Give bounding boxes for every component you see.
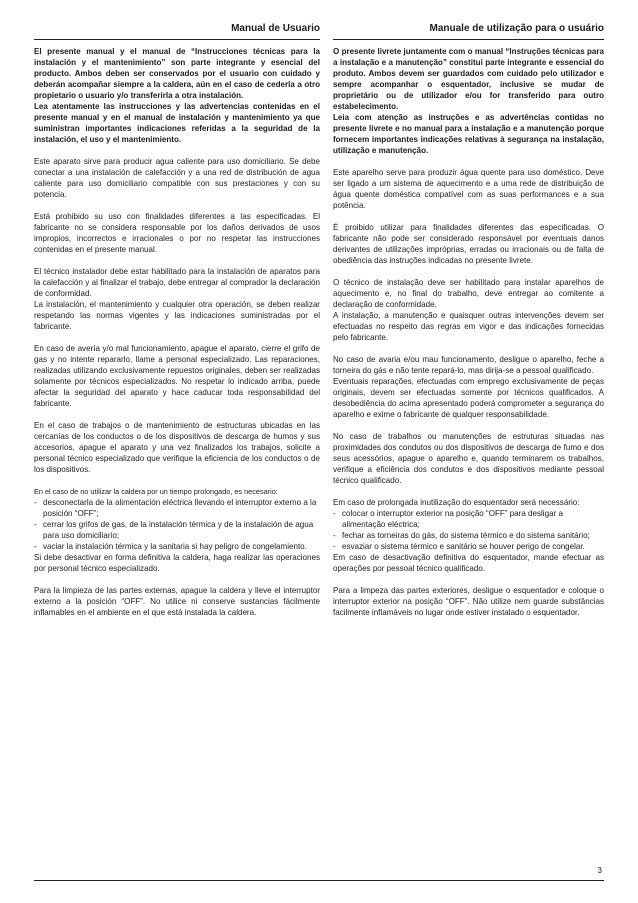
list-item: - cerrar los grifos de gas, de la instalación térmica y de la instalación de agua para uso domiciliario; (34, 519, 320, 541)
warning-paragraph: Lea atentamente las instrucciones y las advertencias contenidas en el presente manual y en el manual de instalación y mantenimiento ya que suministran importantes indicaciones referidas a la seguridad de la instalación, el uso y el mantenimiento. (34, 102, 320, 144)
spanish-column (34, 46, 320, 629)
header-rule-right (333, 39, 604, 40)
inactivity-list (34, 497, 320, 552)
inactivity-heading: Em caso de prolongada inutilização do esquentador será necessário: (333, 498, 580, 507)
header-title-spanish: Manual de Usuario (231, 23, 320, 34)
list-item: - esvaziar o sistema térmico e sanitário se houver perigo de congelar. (333, 541, 604, 552)
deactivation-paragraph: Em caso de desactivação definitiva do esquentador, mande efectuar as operações por pessoal técnico qualificado. (333, 553, 604, 573)
portuguese-column (333, 46, 604, 629)
header-rule-left (34, 39, 320, 40)
purpose-paragraph: Este aparelho serve para produzir água quente para uso doméstico. Deve ser ligado a um sistema de aquecimento e a uma rede de distribuição de água quente doméstica compatível com as suas performances e a sua potência. (333, 168, 604, 210)
installer-paragraph: O técnico de instalação deve ser habilitado para instalar aparelhos de aquecimento e, no final do trabalho, deve entregar ao comitente a declaração de conformidade. (333, 278, 604, 309)
inactivity-list (333, 508, 604, 552)
installer-paragraph: El técnico instalador debe estar habilitado para la instalación de aparatos para la calefacción y al finalizar el trabajo, debe entregar al comprador la declaración de conformidad. (34, 267, 320, 298)
prohibition-paragraph: É proibido utilizar para finalidades diferentes das especificadas. O fabricante não pode ser considerado responsável por eventuais danos derivantes de utilizações impróprias, erradas ou irracionais ou de falta de obediência das instruções indicadas no presente livrete. (333, 223, 604, 265)
cleaning-paragraph: Para la limpieza de las partes externas, apague la caldera y lleve el interruptor externo a la posición “OFF”. No utilice ni conserve sustancias fácilmente inflamables en el ambiente en el que está instalada la caldera. (34, 586, 320, 617)
list-item: - desconectarla de la alimentación eléctrica llevando el interruptor externo a la posición “OFF”; (34, 497, 320, 519)
purpose-paragraph: Este aparato sirve para producir agua caliente para uso domiciliario. Se debe conectar a una instalación de calefacción y a una red de distribución de agua caliente para uso domiciliario compatible con sus prestaciones y con su potencia. (34, 157, 320, 199)
cleaning-paragraph: Para a limpeza das partes exteriores, desligue o esquentador e coloque o interruptor exterior na posição “OFF”. Não utilize nem guarde substâncias facilmente inflamáveis no lugar onde estiver instalado o esquentador. (333, 586, 604, 617)
installation-paragraph: A instalação, a manutenção e quaisquer outras intervenções devem ser efectuadas no respeito das regras em vigor e das indicações fornecidas pelo fabricante. (333, 311, 604, 342)
fault-paragraph: No caso de avaria e/ou mau funcionamento, desligue o aparelho, feche a torneira do gás e não tente repará-lo, mas dirija-se a pessoal qualificado. (333, 355, 604, 375)
repairs-paragraph: Eventuais reparações, efectuadas com emprego exclusivamente de peças originais, devem ser efectuadas somente por técnicos qualificados. A desobediência do acima apresentado poderá comprometer a segurança do aparelho e exime o fabricante de qualquer responsabilidade. (333, 377, 604, 419)
list-item: - vaciar la instalación térmica y la sanitaria si hay peligro de congelamiento. (34, 541, 320, 552)
inactivity-heading: En el caso de no utilizar la caldera por un tiempo prolongado, es necesario: (34, 487, 278, 496)
intro-paragraph: O presente livrete juntamente com o manual “Instruções técnicas para a instalação e a manutenção” constitui parte integrante e essencial do produto. Ambos devem ser guardados com cuidado pelo utilizador e sempre acompanhar o esquentador, inclusive se mudar de proprietário ou de utilizador e/ou for transferido para outro estabelecimento. (333, 47, 604, 111)
intro-paragraph: El presente manual y el manual de “Instrucciones técnicas para la instalación y el mantenimiento” son parte integrante y esencial del producto. Ambos deben ser conservados por el usuario con cuidado y deberán acompañar siempre a la caldera, aún en el caso de cederla a otro propietario o usuario y/o transferirla a otra instalación. (34, 47, 320, 100)
deactivation-paragraph: Si debe desactivar en forma definitiva la caldera, haga realizar las operaciones por personal técnico especializado. (34, 553, 320, 573)
fault-paragraph: En caso de avería y/o mal funcionamiento, apague el aparato, cierre el grifo de gas y no intente repararlo, llame a personal especializado. Las reparaciones, realizadas utilizando exclusivamente repuestos originales, deben ser realizadas solamente por técnicos especializados. No respetar lo indicado arriba, puede afectar la seguridad del aparato y hace caducar toda responsabilidad del fabricante. (34, 344, 320, 408)
page-header (34, 20, 604, 40)
warning-paragraph: Leia com atenção as instruções e as advertências contidas no presente livrete e no manual para a instalação e a manutenção porque fornecem importantes indicações relativas à segurança na instalação, utilização e manutenção. (333, 113, 604, 155)
installation-paragraph: La instalación, el mantenimiento y cualquier otra operación, se deben realizar respetando las normas vigentes y las indicaciones suministradas por el fabricante. (34, 300, 320, 331)
maintenance-paragraph: No caso de trabalhos ou manutenções de estruturas situadas nas proximidades dos condutos ou dos dispositivos de descarga de fumo e dos seus acessórios, apague o aparelho e, quando terminarem os trabalhos, verifique a eficiência dos condutos e dos dispositivos mediante pessoal técnico qualificado. (333, 432, 604, 485)
list-item: - colocar o interruptor exterior na posição “OFF” para desligar a alimentação eléctrica; (333, 508, 604, 530)
prohibition-paragraph: Está prohibido su uso con finalidades diferentes a las especificadas. El fabricante no se considera responsable por los daños derivados de usos impropios, incorrectos e irracionales o por no respetar las instrucciones contenidas en el presente manual. (34, 212, 320, 254)
footer-rule (34, 880, 604, 881)
page-number: 3 (597, 866, 602, 875)
maintenance-paragraph: En el caso de trabajos o de mantenimiento de estructuras ubicadas en las cercanías de los conductos o de los dispositivos de descarga de humos y sus accesorios, apague el aparato y una vez finalizados los trabajos, solicite a personal técnico especializado que verifique la eficiencia de los conductos o de los dispositivos. (34, 421, 320, 474)
list-item: - fechar as torneiras do gás, do sistema térmico e do sistema sanitário; (333, 530, 604, 541)
header-title-portuguese: Manuale de utilização para o usuário (429, 23, 604, 34)
